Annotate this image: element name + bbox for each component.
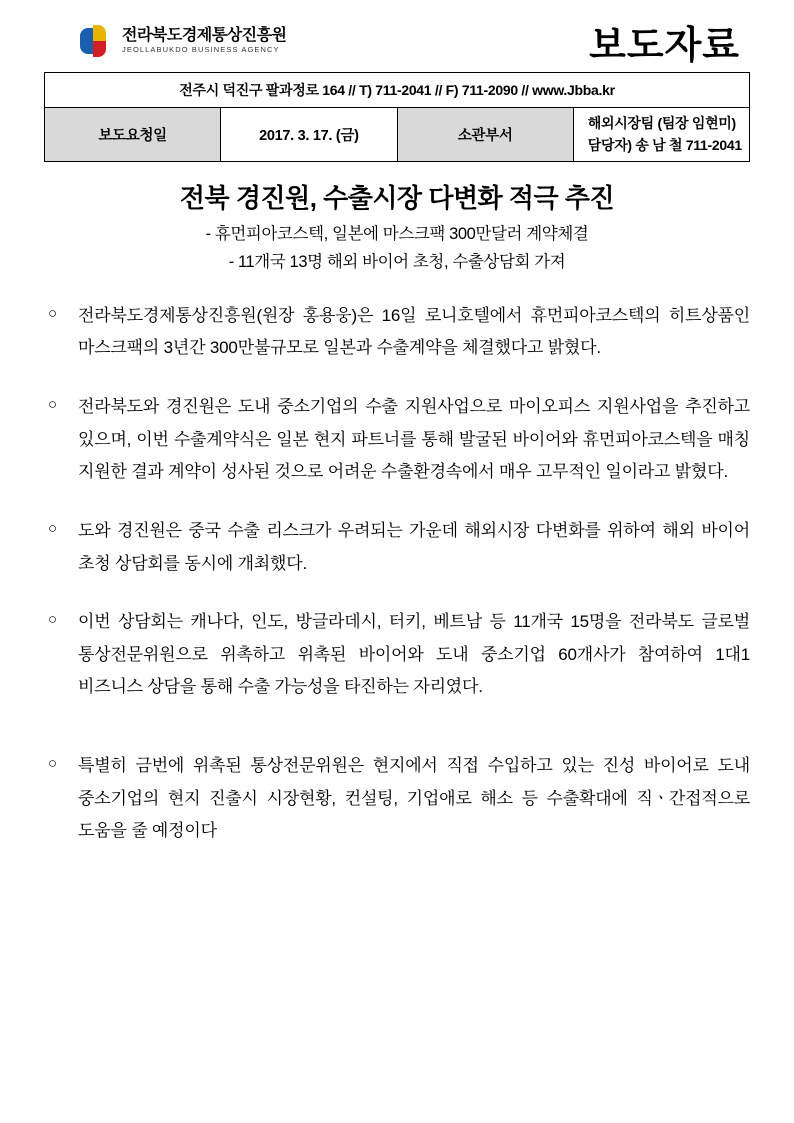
bullet-icon: ○: [48, 519, 58, 537]
body-paragraph: [44, 300, 750, 365]
department-label: 소관부서: [397, 108, 573, 162]
paragraph-text: 이번 상담회는 캐나다, 인도, 방글라데시, 터키, 베트남 등 11개국 15명을 전라북도 글로벌 통상전문위원으로 위촉하고 위촉된 바이어와 도내 중소기업 60개사가 참여하여 1대1 비즈니스 상담을 통해 수출 가능성을 타진하는 자리였다.: [78, 612, 750, 697]
body-content: [44, 300, 750, 848]
body-paragraph: [44, 515, 750, 580]
table-row-meta: [45, 108, 750, 162]
body-paragraph: [44, 391, 750, 489]
table-row-address: [45, 73, 750, 108]
body-paragraph: [44, 606, 750, 704]
document-header: [44, 10, 750, 72]
agency-logo-text: [122, 28, 287, 55]
paragraph-text: 도와 경진원은 중국 수출 리스크가 우려되는 가운데 해외시장 다변화를 위하여 해외 바이어 초청 상담회를 동시에 개최했다.: [78, 520, 750, 573]
page-title: 전북 경진원, 수출시장 다변화 적극 추진: [179, 183, 615, 214]
paragraph-text: 전라북도와 경진원은 도내 중소기업의 수출 지원사업으로 마이오피스 지원사업을 추진하고 있으며, 이번 수출계약식은 일본 현지 파트너를 통해 발굴된 바이어와 휴먼피아코스텍을 매칭 지원한 결과 계약이 성사된 것으로 어려운 수출환경속에서 매우 고무적인 일이라고 밝혔다.: [78, 397, 750, 482]
department-contact: 담당자) 송 남 철 711-2041: [587, 136, 742, 153]
agency-name-en: JEOLLABUKDO BUSINESS AGENCY: [122, 45, 280, 55]
document-type-title: 보도자료: [589, 24, 740, 67]
subtitle-item: - 11개국 13명 해외 바이어 초청, 수출상담회 가져: [228, 252, 566, 271]
bullet-icon: ○: [48, 755, 58, 773]
request-date-label: 보도요청일: [45, 108, 221, 162]
agency-logo: [50, 25, 287, 57]
paragraph-text: 전라북도경제통상진흥원(원장 홍용웅)은 16일 로니호텔에서 휴먼피아코스텍의 히트상품인 마스크팩의 3년간 300만불규모로 일본과 수출계약을 체결했다고 밝혔다.: [78, 305, 750, 358]
paragraph-text: 특별히 금번에 위촉된 통상전문위원은 현지에서 직접 수입하고 있는 진성 바이어로 도내 중소기업의 현지 진출시 시장현황, 컨설팅, 기업애로 해소 등 수출확대에 직ㆍ간접적으로 도움을 줄 예정이다: [78, 756, 750, 841]
bullet-icon: ○: [48, 611, 58, 629]
subtitle-list: [44, 221, 750, 275]
bullet-icon: ○: [48, 396, 58, 414]
agency-name-kr: 전라북도경제통상진흥원: [122, 26, 287, 44]
bullet-icon: ○: [48, 304, 58, 322]
agency-address: 전주시 덕진구 팔과정로 164 // T) 711-2041 // F) 711-2090 // www.Jbba.kr: [45, 73, 750, 108]
department-value: [573, 108, 749, 162]
department-team: 해외시장팀 (팀장 임현미): [587, 115, 736, 131]
subtitle-item: - 휴먼피아코스텍, 일본에 마스크팩 300만달러 계약체결: [205, 225, 589, 244]
request-date-value: 2017. 3. 17. (금): [221, 108, 397, 162]
agency-logo-icon: [80, 25, 114, 57]
info-table: [44, 72, 750, 162]
body-paragraph: [44, 750, 750, 848]
